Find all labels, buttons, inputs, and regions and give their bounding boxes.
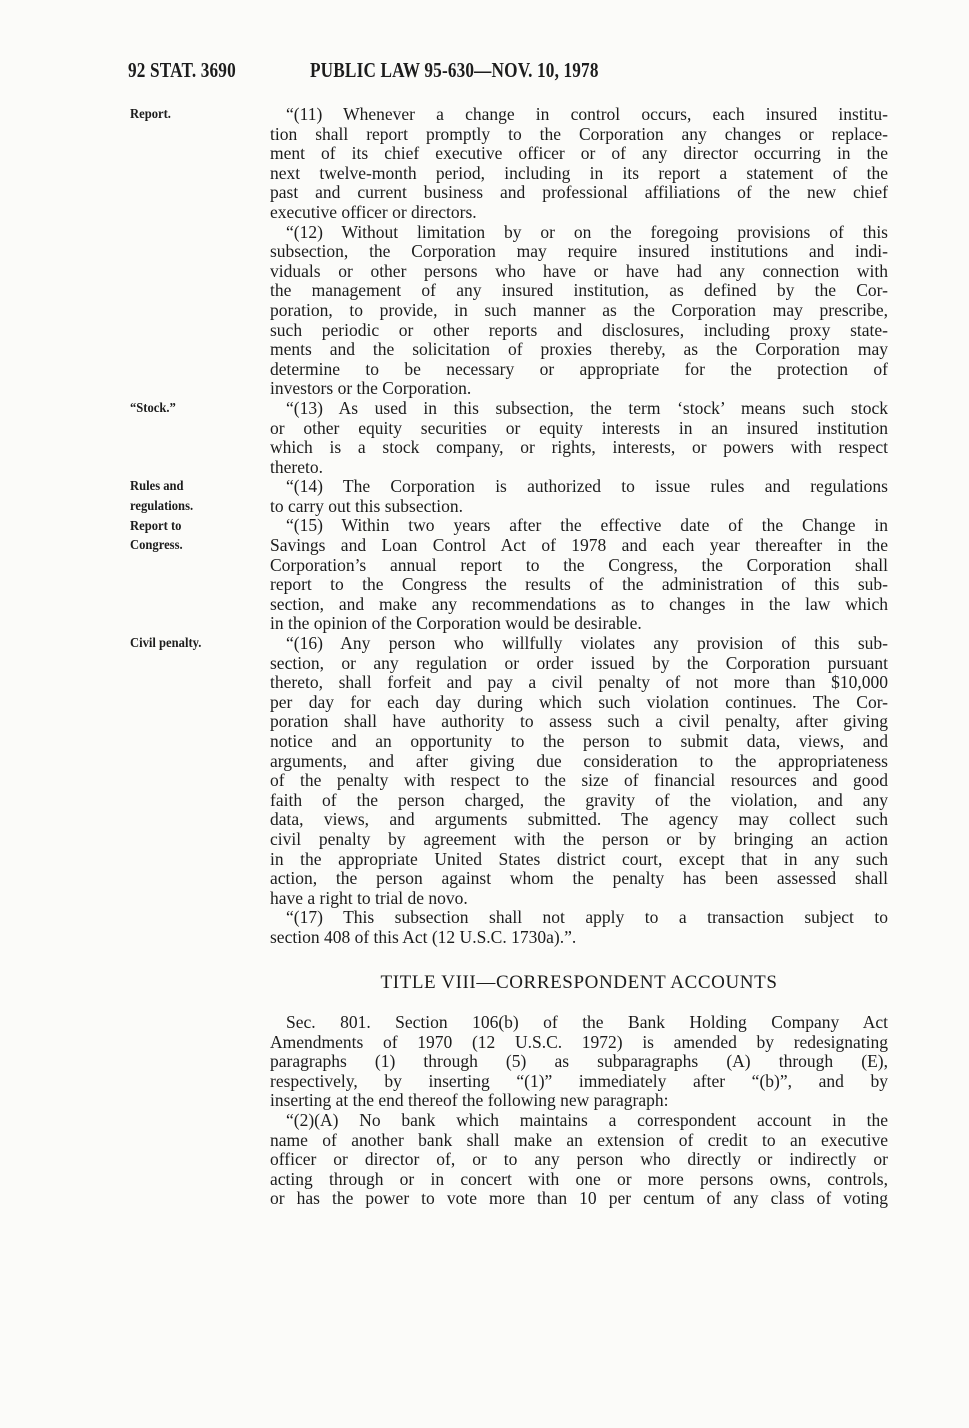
text-line: which is a stock company, or rights, interests, or powers with respect (270, 437, 888, 458)
margin-note-line: “Stock.” (130, 401, 176, 416)
text-line: to carry out this subsection. (270, 495, 463, 516)
text-line: “(16) Any person who willfully violates any provision of this sub- (286, 633, 888, 654)
text-line: Sec. 801. Section 106(b) of the Bank Holding Company Act (286, 1012, 888, 1032)
text-line: subsection, the Corporation may require insured institutions and indi- (270, 241, 888, 262)
section-title: TITLE VIII—CORRESPONDENT ACCOUNTS (380, 972, 778, 993)
text-line: past and current business and professional affiliations of the new chief (270, 182, 888, 203)
running-header-title: PUBLIC LAW 95-630—NOV. 10, 1978 (310, 58, 599, 82)
text-line: respectively, by inserting “(1)” immediately after “(b)”, and by (270, 1070, 888, 1091)
text-line: executive officer or directors. (270, 201, 477, 222)
text-line: section, or any regulation or order issued by the Corporation pursuant (270, 652, 888, 673)
page-stat-citation: 92 STAT. 3690 (128, 58, 236, 82)
text-line: “(14) The Corporation is authorized to issue rules and regulations (286, 476, 888, 497)
text-line: ments and the solicitation of proxies thereby, as the Corporation may (270, 339, 888, 360)
text-line: in the appropriate United States district court, except that in any such (270, 848, 888, 869)
margin-note (130, 517, 183, 556)
text-line: inserting at the end thereof the following new paragraph: (270, 1090, 669, 1111)
margin-note-line: Report to (130, 518, 182, 534)
text-line: the management of any insured institution, as defined by the Cor- (270, 280, 888, 301)
text-line: arguments, and after giving due consideration to the appropriateness (270, 750, 888, 771)
text-line: section, and make any recommendations as to changes in the law which (270, 593, 888, 614)
text-line: thereto. (270, 456, 323, 477)
text-line: next twelve-month period, including in its report a statement of the (270, 162, 888, 183)
text-line: civil penalty by agreement with the person or by bringing an action (270, 828, 888, 849)
paragraph (270, 1111, 888, 1209)
text-line: or other equity securities or equity interests in an insured institution (270, 417, 888, 438)
margin-note-line: Report. (130, 107, 171, 122)
text-line: faith of the person charged, the gravity of the violation, and any (270, 789, 888, 810)
text-line: “(12) Without limitation by or on the foregoing provisions of this (286, 221, 888, 242)
text-line: data, views, and arguments submitted. The agency may collect such (270, 809, 888, 830)
text-line: poration, to provide, in such manner as the Corporation may prescribe, (270, 299, 888, 320)
text-line: viduals or other persons who have or have had any connection with (270, 260, 888, 281)
text-line: such periodic or other reports and disclosures, including proxy state- (270, 319, 888, 340)
text-line: “(13) As used in this subsection, the term ‘stock’ means such stock (286, 397, 888, 418)
text-line: in the opinion of the Corporation would be desirable. (270, 613, 642, 634)
text-line: poration shall have authority to assess such a civil penalty, after giving (270, 711, 888, 732)
text-line: of the penalty with respect to the size of financial resources and good (270, 770, 888, 791)
text-line: ment of its chief executive officer or of any director occurring in the (270, 143, 888, 164)
text-line: or has the power to vote more than 10 per centum of any class of voting (270, 1188, 888, 1209)
margin-note (130, 105, 171, 125)
text-line: officer or director of, or to any person who directly or indirectly or (270, 1149, 888, 1170)
text-line: Corporation’s annual report to the Congress, the Corporation shall (270, 554, 888, 575)
text-line: investors or the Corporation. (270, 378, 472, 399)
text-line: have a right to trial de novo. (270, 887, 468, 908)
text-line: Amendments of 1970 (12 U.S.C. 1972) is amended by redesignating (270, 1031, 888, 1052)
margin-note (130, 634, 201, 654)
body-text-title-viii (270, 1013, 888, 1209)
paragraph (270, 399, 888, 477)
text-line: acting through or in concert with one or more persons owns, controls, (270, 1168, 888, 1189)
text-line: name of another bank shall make an extension of credit to an executive (270, 1129, 888, 1150)
text-line: “(17) This subsection shall not apply to a transaction subject to (286, 907, 888, 928)
margin-note-line: Congress. (130, 538, 183, 554)
text-line: “(2)(A) No bank which maintains a correspondent account in the (286, 1109, 888, 1130)
text-line: “(11) Whenever a change in control occurs, each insured institu- (286, 104, 888, 124)
text-line: thereto, shall forfeit and pay a civil penalty of not more than $10,000 (270, 672, 888, 693)
text-line: section 408 of this Act (12 U.S.C. 1730a).”. (270, 926, 577, 947)
paragraph (270, 477, 888, 516)
margin-note-line: regulations. (130, 498, 194, 514)
text-line: notice and an opportunity to the person to submit data, views, and (270, 731, 888, 751)
paragraph (270, 1013, 888, 1111)
margin-note-line: Civil penalty. (130, 636, 202, 652)
body-text-subsection (270, 105, 888, 948)
paragraph (270, 908, 888, 947)
margin-note (130, 477, 193, 516)
paragraph (270, 105, 888, 223)
text-line: “(15) Within two years after the effective date of the Change in (286, 515, 888, 536)
text-line: report to the Congress the results of the administration of this sub- (270, 574, 888, 595)
text-line: action, the person against whom the penalty has been assessed shall (270, 868, 888, 889)
paragraph (270, 223, 888, 399)
margin-note (130, 399, 176, 419)
text-line: determine to be necessary or appropriate for the protection of (270, 358, 888, 379)
text-line: tion shall report promptly to the Corporation any changes or replace- (270, 123, 888, 144)
text-line: per day for each day during which such violation continues. The Cor- (270, 691, 888, 712)
text-line: paragraphs (1) through (5) as subparagraphs (A) through (E), (270, 1051, 888, 1072)
paragraph (270, 634, 888, 908)
text-line: Savings and Loan Control Act of 1978 and each year thereafter in the (270, 535, 888, 556)
margin-note-line: Rules and (130, 479, 184, 495)
paragraph (270, 516, 888, 634)
